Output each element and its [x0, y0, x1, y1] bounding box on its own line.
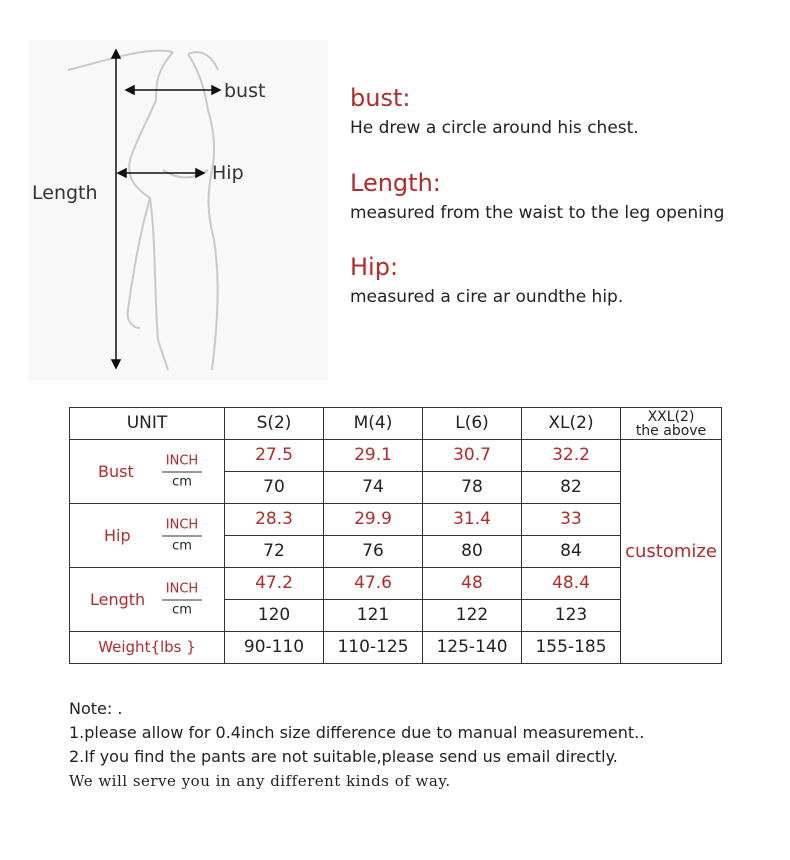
table-cell: 125-140 [423, 632, 522, 664]
unit-inch: INCH [162, 453, 202, 472]
header-xxl [621, 408, 722, 440]
unit-inch: INCH [162, 581, 202, 600]
hip-label-text: Hip [104, 525, 131, 545]
table-cell: 30.7 [423, 440, 522, 472]
table-cell: 48 [423, 568, 522, 600]
notes-title: Note: . [69, 699, 123, 718]
length-row-label [70, 568, 225, 632]
table-cell: 70 [225, 472, 324, 504]
unit-cm: cm [172, 538, 192, 553]
hip-desc: measured a cire ar oundthe hip. [350, 287, 624, 307]
notes-section [69, 697, 644, 793]
customize-cell: customize [621, 440, 722, 664]
size-chart-table [69, 407, 722, 664]
length-description [350, 169, 724, 223]
table-header-row [70, 408, 722, 440]
table-cell: 31.4 [423, 504, 522, 536]
unit-fraction [162, 517, 202, 554]
notes-line-2: 2.If you find the pants are not suitable,please send us email directly. [69, 747, 618, 766]
table-cell: 32.2 [522, 440, 621, 472]
bust-title: bust: [350, 84, 411, 112]
weight-row-label: Weight{lbs } [70, 632, 225, 664]
table-cell: 90-110 [225, 632, 324, 664]
table-cell: 155-185 [522, 632, 621, 664]
bust-row-label [70, 440, 225, 504]
table-cell: 74 [324, 472, 423, 504]
length-desc: measured from the waist to the leg opening [350, 203, 725, 223]
unit-cm: cm [172, 602, 192, 617]
length-label: Length [32, 182, 98, 204]
notes-line-3: We will serve you in any different kinds of way. [69, 772, 451, 790]
table-row [70, 440, 722, 472]
header-xxl-line2: the above [635, 422, 707, 439]
notes-line-1: 1.please allow for 0.4inch size difference due to manual measurement.. [69, 723, 645, 742]
measurement-figure [28, 40, 328, 380]
table-cell: 120 [225, 600, 324, 632]
table-cell: 80 [423, 536, 522, 568]
table-cell: 121 [324, 600, 423, 632]
hip-row-label [70, 504, 225, 568]
unit-inch: INCH [162, 517, 202, 536]
table-cell: 76 [324, 536, 423, 568]
unit-fraction [162, 581, 202, 618]
header-size: M(4) [324, 408, 423, 440]
table-cell: 47.6 [324, 568, 423, 600]
hip-description [350, 253, 623, 307]
table-cell: 110-125 [324, 632, 423, 664]
table-cell: 84 [522, 536, 621, 568]
bust-desc: He drew a circle around his chest. [350, 118, 639, 138]
table-cell: 27.5 [225, 440, 324, 472]
table-cell: 123 [522, 600, 621, 632]
hip-label: Hip [212, 162, 244, 184]
body-silhouette-illustration [28, 40, 328, 380]
header-size: XL(2) [522, 408, 621, 440]
header-xxl-line1: XXL(2) [647, 408, 695, 425]
bust-description [350, 84, 639, 138]
table-cell: 78 [423, 472, 522, 504]
unit-cm: cm [172, 474, 192, 489]
unit-fraction [162, 453, 202, 490]
table-cell: 47.2 [225, 568, 324, 600]
bust-label-text: Bust [98, 461, 134, 481]
table-cell: 82 [522, 472, 621, 504]
table-cell: 28.3 [225, 504, 324, 536]
bust-label: bust [224, 80, 266, 102]
header-unit: UNIT [70, 408, 225, 440]
table-cell: 48.4 [522, 568, 621, 600]
length-label-text: Length [90, 589, 146, 609]
table-cell: 29.1 [324, 440, 423, 472]
table-cell: 29.9 [324, 504, 423, 536]
table-cell: 33 [522, 504, 621, 536]
table-cell: 122 [423, 600, 522, 632]
length-title: Length: [350, 169, 441, 197]
header-size: S(2) [225, 408, 324, 440]
header-size: L(6) [423, 408, 522, 440]
table-cell: 72 [225, 536, 324, 568]
hip-title: Hip: [350, 253, 399, 281]
